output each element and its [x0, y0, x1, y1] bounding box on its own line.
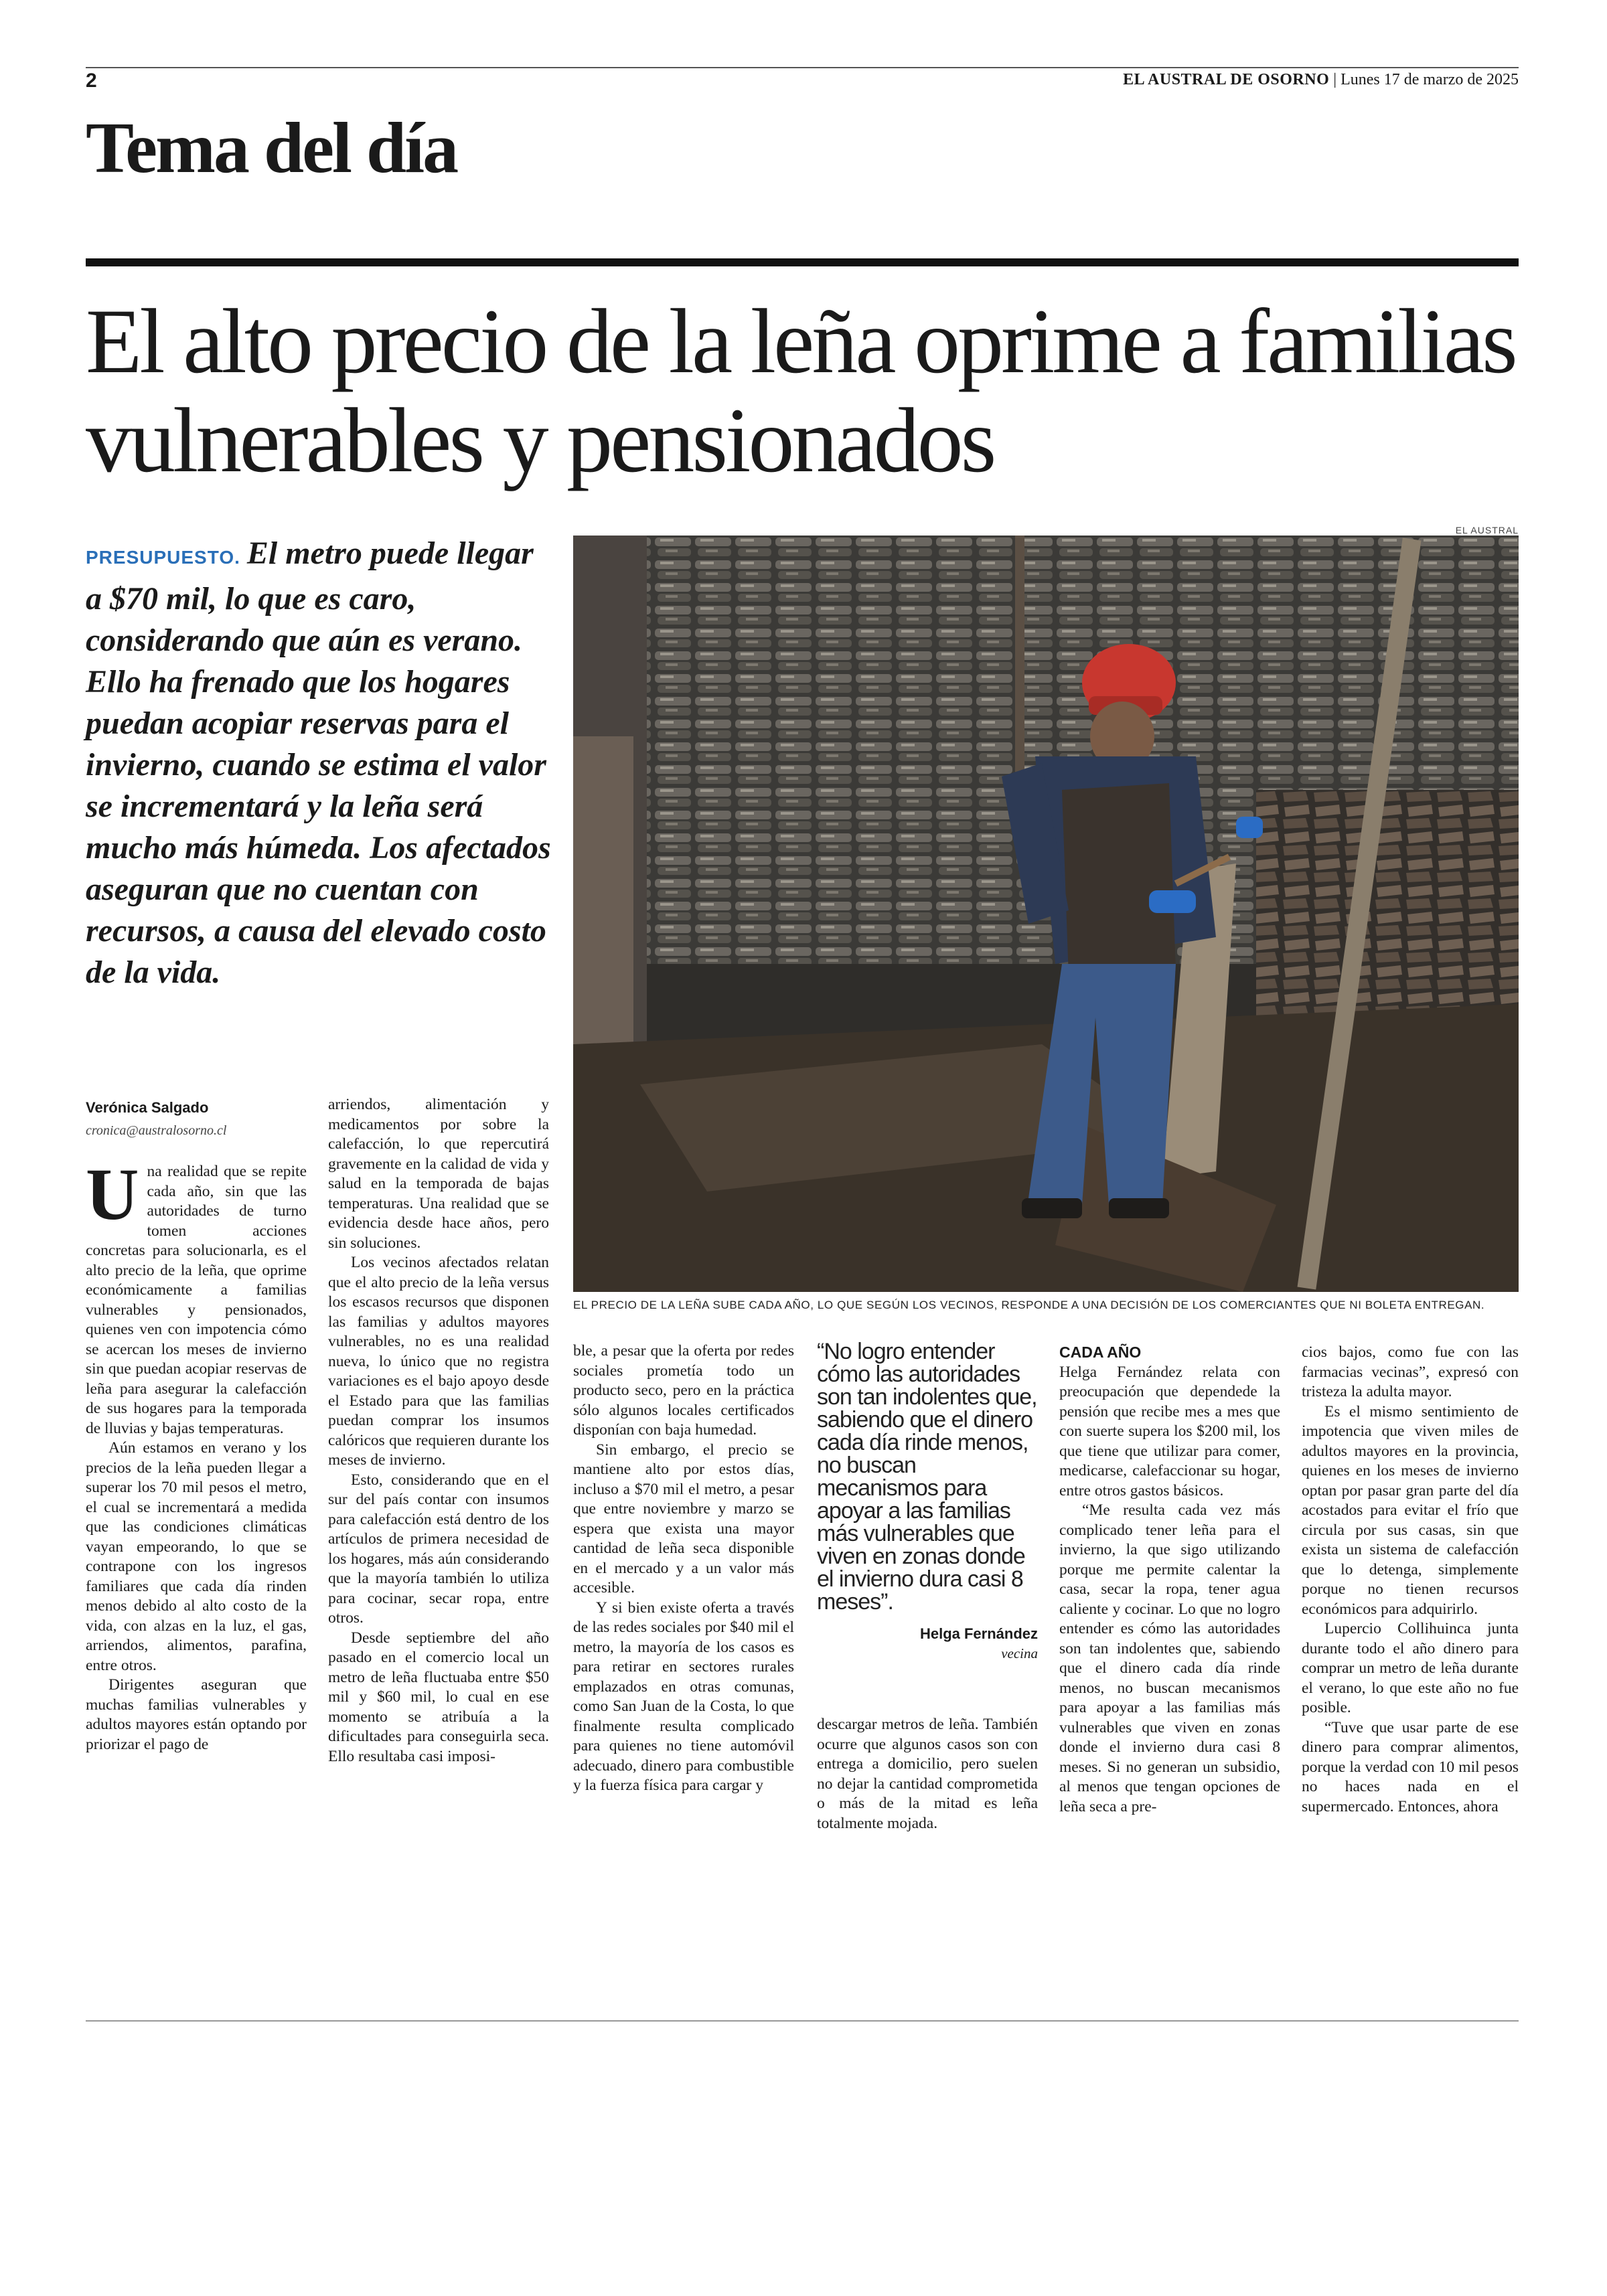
- paragraph: arriendos, alimentación y medicamentos por sobre la calefacción, lo que repercutirá gravemente en la calidad de vida y salud en la temporada de bajas temperaturas. Una realidad que se evidencia desde hace años, pero sin soluciones.: [328, 1096, 549, 1252]
- drop-cap: U: [86, 1153, 139, 1235]
- paragraph: Los vecinos afectados relatan que el alto precio de la leña versus los escasos recursos que disponen las familias y adultos mayores vulnerables, no es una realidad nueva, lo único que no registra variaciones es el bajo apoyo desde el Estado para que las familias puedan comprar los insumos calóricos que requieren durante los meses de invierno.: [328, 1254, 549, 1469]
- section-title: Tema del día: [86, 108, 457, 188]
- column-2: [328, 1095, 549, 1767]
- paragraph: Helga Fernández relata con preocupación que dependede la pensión que recibe mes a mes que con suerte supera los $200 mil, los que tiene que utilizar para comer, medicarse, calefaccionar su hogar, entre otros gastos básicos.: [1059, 1363, 1280, 1499]
- column-1: [86, 1153, 307, 1754]
- section-rule: [86, 258, 1519, 266]
- lead-text: El metro puede llegar a $70 mil, lo que es caro, considerando que aún es verano. Ello ha frenado que los hogares puedan acopiar reservas para el invierno, cuando se estima el valor se incrementará y la leña será mucho más húmeda. Los afectados aseguran que no cuentan con recursos, a causa del elevado costo de la vida.: [86, 536, 551, 990]
- woodpile-illustration: [573, 536, 1519, 1292]
- pull-quote-text: “No logro entender cómo las autoridades son tan indolentes que, sabiendo que el dinero cada día rinde menos, no buscan mecanismos para apoyar a las familias más vulnerables que viven en zonas donde el invierno dura casi 8 meses”.: [817, 1339, 1037, 1615]
- paragraph: Sin embargo, el precio se mantiene alto por estos días, incluso a $70 mil el metro, a pesar que entre noviembre y marzo se espera que exista una mayor cantidad de leña seca disponible en el mercado y a un valor más accesible.: [573, 1441, 794, 1596]
- page-number: 2: [86, 70, 97, 92]
- byline: Verónica Salgado: [86, 1099, 209, 1116]
- lead-tag: PRESUPUESTO.: [86, 547, 240, 568]
- subhead: CADA AÑO: [1059, 1343, 1142, 1361]
- photo-caption: EL PRECIO DE LA LEÑA SUBE CADA AÑO, LO QUE SEGÚN LOS VECINOS, RESPONDE A UNA DECISIÓN DE LOS COMERCIANTES QUE NI BOLETA ENTREGAN.: [573, 1299, 1485, 1311]
- paragraph: Es el mismo sentimiento de impotencia que viven miles de adultos mayores en la provincia, quienes en los meses de invierno optan por pasar gran parte del día acostados para evitar el frío que circula por sus casas, sin que exista un sistema de calefacción que lo detenga, simplemente porque no tienen recursos económicos para adquirirlo.: [1302, 1402, 1519, 1618]
- photo-credit: EL AUSTRAL: [1455, 525, 1519, 536]
- author-email: cronica@australosorno.cl: [86, 1123, 227, 1138]
- paragraph: Esto, considerando que en el sur del país contar con insumos para calefacción está dentro de los artículos de primera necesidad de los hogares, más aún considerando que la mayoría también lo utiliza para cocinar, secar ropa, entre otros.: [328, 1471, 549, 1627]
- paragraph: “Tuve que usar parte de ese dinero para comprar alimentos, porque la verdad con 10 mil pesos no haces nada en el supermercado. Entonces, ahora: [1302, 1718, 1519, 1815]
- paragraph: Dirigentes aseguran que muchas familias vulnerables y adultos mayores están optando por priorizar el pago de: [86, 1676, 307, 1753]
- headline: El alto precio de la leña oprime a familias vulnerables y pensionados: [86, 290, 1515, 491]
- paragraph: “Me resulta cada vez más complicado tener leña para el invierno, la que sigo utilizando porque me permite calentar la casa, secar la ropa, tener agua caliente y cocinar. Lo que no logro entender es cómo las autoridades son tan indolentes que, sabiendo que el dinero cada día rinde menos, no buscan mecanismos para apoyar a las familias más vulnerables que viven en zonas donde el invierno dura casi 8 meses. Si no generan un subsidio, al menos que tengan opciones de leña seca a pre-: [1059, 1501, 1280, 1815]
- pull-quote-name: Helga Fernández: [919, 1625, 1038, 1642]
- paragraph: ble, a pesar que la oferta por redes sociales prometía todo un producto seco, pero en la práctica sólo algunos locales certificados disponían con baja humedad.: [573, 1342, 794, 1439]
- paragraph: Aún estamos en verano y los precios de la leña pueden llegar a superar los 70 mil pesos el metro, el cual se incrementará a medida que las condiciones climáticas vayan empeorando, lo que se contrapone con los ingresos familiares que cada día rinden menos debido al alto costo de la vida, con alzas en la luz, el gas, arriendos, alimentos, parafina, entre otros.: [86, 1439, 307, 1674]
- top-rule: [86, 67, 1519, 68]
- lead-paragraph: [86, 533, 554, 993]
- paragraph: Y si bien existe oferta a través de las redes sociales por $40 mil el metro, la mayoría de los casos es para retirar en sectores rurales emplazados en otras comunas, como San Juan de la Costa, lo que finalmente resulta complicado para quienes no tiene automóvil adecuado, dinero para combustible y la fuerza física para cargar y: [573, 1598, 794, 1794]
- publication-name: EL AUSTRAL DE OSORNO: [1123, 71, 1330, 88]
- masthead: EL AUSTRAL DE OSORNO | Lunes 17 de marzo de 2025: [1123, 71, 1519, 88]
- paragraph: cios bajos, como fue con las farmacias vecinas”, expresó con tristeza la adulta mayor.: [1302, 1343, 1519, 1400]
- pull-quote: [817, 1340, 1038, 1662]
- paragraph: Lupercio Collihuinca junta durante todo el año dinero para comprar un metro de leña durante el verano, lo que este año no fue posible.: [1302, 1620, 1519, 1716]
- column-3: [573, 1341, 794, 1796]
- article-photo: [573, 536, 1519, 1292]
- paragraph: descargar metros de leña. También ocurre que algunos casos son con entrega a domicilio, pero suelen no dejar la cantidad comprometida o más de la mitad es leña totalmente mojada.: [817, 1716, 1038, 1832]
- paragraph: Desde septiembre del año pasado en el comercio local un metro de leña fluctuaba entre $50 mil y $60 mil, lo cual en ese momento se atribuía a la dificultades para conseguirla seca. Ello resultaba casi imposi-: [328, 1629, 549, 1765]
- issue-date: Lunes 17 de marzo de 2025: [1341, 71, 1519, 88]
- column-5: [1059, 1343, 1280, 1817]
- pull-quote-role: vecina: [1001, 1645, 1038, 1661]
- paragraph: Una realidad que se repite cada año, sin que las autoridades de turno tomen acciones concretas para solucionarla, es el alto precio de la leña, que oprime económicamente a familias vulnerables y pensionados, quienes ven con impotencia cómo se acercan los meses de invierno sin que puedan acopiar reservas de leña para asegurar la calefacción de sus hogares para la temporada de lluvias y bajas temperaturas.: [86, 1153, 307, 1437]
- column-4-bottom: [817, 1715, 1038, 1833]
- column-6: [1302, 1343, 1519, 1817]
- bottom-rule: [86, 2020, 1519, 2022]
